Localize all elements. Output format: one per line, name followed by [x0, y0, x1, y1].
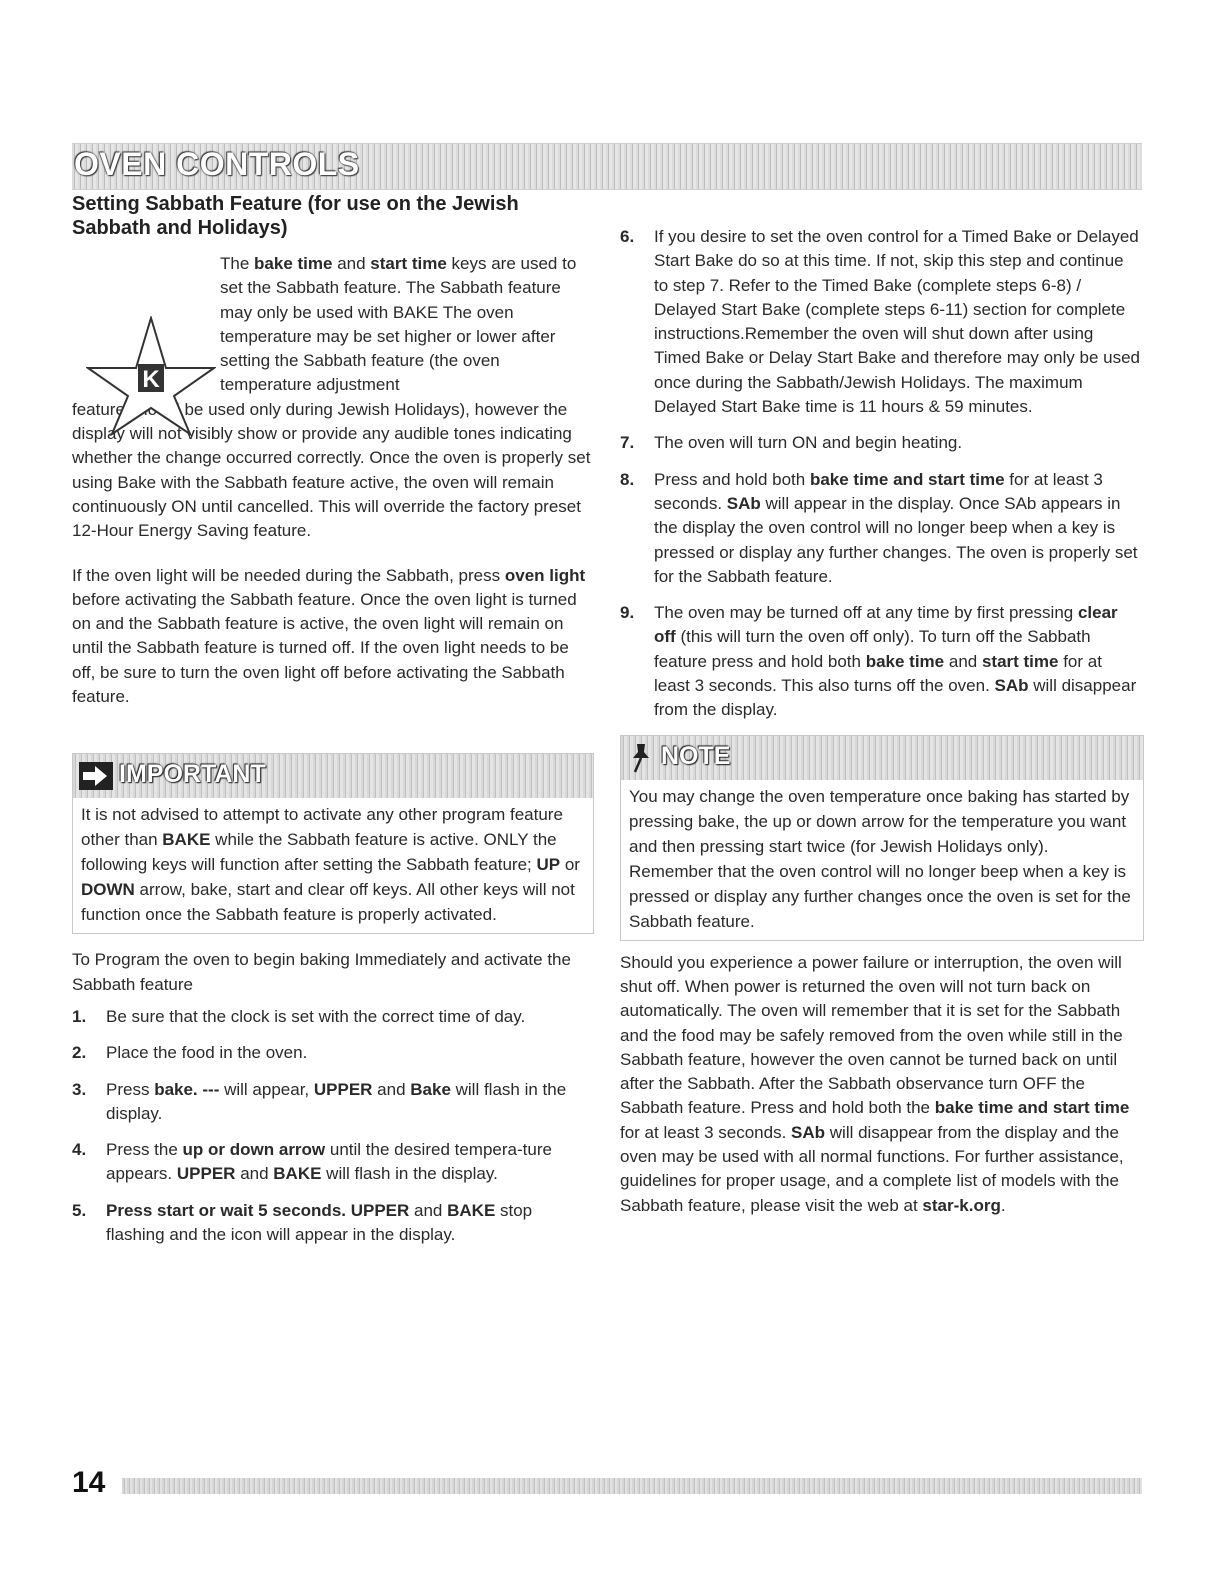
text: If the oven light will be needed during the Sabbath, press: [72, 565, 505, 585]
bold: BAKE: [447, 1200, 496, 1220]
important-callout: [72, 753, 594, 934]
step-item: [72, 1078, 592, 1127]
bold-up: UP: [536, 855, 561, 875]
text: Press: [106, 1079, 155, 1099]
text: and: [332, 254, 371, 273]
oven-light-paragraph: [72, 564, 592, 710]
step-item: [72, 1138, 592, 1187]
banner-title: OVEN CONTROLS: [74, 146, 360, 182]
text: while the Sabbath feature is active. ONLY the following keys will function after setting the Sabbath feature;: [81, 830, 557, 875]
step-number: 1.: [72, 1006, 87, 1026]
note-title: NOTE: [661, 741, 731, 770]
important-body: [73, 798, 593, 933]
step-item: [72, 1199, 592, 1248]
pushpin-icon: [627, 742, 655, 774]
step-number: 9.: [620, 603, 635, 623]
step-number: 4.: [72, 1140, 87, 1160]
bold: SAb: [994, 676, 1029, 696]
text: stop flashing and the icon will appear in the display.: [106, 1200, 533, 1245]
text: and: [944, 651, 982, 671]
program-intro: To Program the oven to begin baking Immediately and activate the Sabbath feature: [72, 950, 571, 994]
bold: bake. ---: [154, 1079, 220, 1099]
step-text: Be sure that the clock is set with the correct time of day.: [106, 1006, 526, 1026]
text: and: [409, 1200, 448, 1220]
bold: UPPER: [176, 1164, 236, 1184]
note-header: [621, 736, 1143, 780]
step-number: 2.: [72, 1043, 87, 1063]
text: will flash in the display.: [321, 1164, 498, 1184]
text: will disappear from the display and the oven may be used with all normal functions. For further assistance, guidelines for proper usage, and a complete list of models with the Sabbath feature, please visit the web at: [620, 1122, 1124, 1215]
text: The oven may be turned off at any time by first pressing: [654, 603, 1078, 623]
text: for at least 3 seconds. This also turns off the oven.: [654, 651, 1102, 696]
bold: SAb: [791, 1122, 826, 1142]
bold: SAb: [726, 493, 761, 513]
note-body: [621, 780, 1143, 940]
step-number: 5.: [72, 1200, 87, 1220]
step-item: [72, 1005, 592, 1029]
star-k-logo: [86, 316, 216, 436]
bold-bake-time: bake time: [254, 254, 333, 273]
text: keys are used to set the Sabbath feature. The Sabbath feature may only be used with BAKE The oven temperature may be set higher or lower after setting the Sabbath feature (the oven temperature adjustment: [220, 254, 577, 395]
step-number: 8.: [620, 469, 635, 489]
bold-oven-light: oven light: [504, 565, 586, 585]
bold-bake: BAKE: [162, 830, 211, 850]
step-number: 3.: [72, 1079, 87, 1099]
text: for at least 3 seconds.: [620, 1122, 792, 1142]
text: will disappear from the display.: [654, 676, 1137, 720]
bold: BAKE: [273, 1164, 322, 1184]
text: It is not advised to attempt to activate any other program feature other than: [81, 805, 563, 850]
bold: bake time and start time: [809, 469, 1005, 489]
text: and: [372, 1079, 411, 1099]
important-icon: [79, 762, 113, 790]
text: before activating the Sabbath feature. Once the oven light is turned on and the Sabbath feature is active, the oven light will remain on until the Sabbath feature is turned off. If the oven light needs to be off, be sure to turn the oven light off before activating the Sabbath feature.: [72, 589, 577, 707]
important-title: IMPORTANT: [119, 760, 266, 789]
text: until the desired tempera-ture appears.: [106, 1140, 552, 1184]
bold-down: DOWN: [81, 880, 135, 900]
bold: Press start or wait 5 seconds. UPPER: [106, 1200, 410, 1220]
step-number: 7.: [620, 433, 635, 453]
bold: bake time and start time: [934, 1098, 1130, 1118]
text: (this will turn the oven off only). To turn off the Sabbath feature press and hold both: [654, 627, 1091, 671]
bold: start time: [981, 651, 1059, 671]
steps-right-list: [620, 225, 1140, 723]
intro-block: [72, 246, 592, 709]
power-failure-paragraph: [620, 951, 1140, 1218]
important-header: [73, 754, 593, 798]
step-number: 6.: [620, 227, 635, 246]
text: or: [560, 855, 580, 875]
text: and: [235, 1164, 274, 1184]
section-banner: [72, 143, 1142, 190]
bold-start-time: start time: [370, 254, 447, 273]
text: will flash in the display.: [106, 1079, 567, 1123]
star-k-website: star-k.org: [922, 1195, 1001, 1215]
text: Press and hold both: [654, 469, 810, 489]
page-number: 14: [72, 1466, 106, 1499]
bold: UPPER: [313, 1079, 373, 1099]
right-column: [620, 225, 1140, 1218]
step-item: [620, 601, 1140, 722]
intro-paragraph-continued: feature should be used only during Jewish Holidays), however the display will not visibly show or provide any audible tones indicating whether the change occurred correctly. Once the oven is properly set using Bake with the Sabbath feature active, the oven will remain continuously ON until cancelled. This will override the factory preset 12-Hour Energy Saving feature.: [72, 399, 591, 541]
step-item: [620, 468, 1140, 589]
bold: Bake: [410, 1079, 451, 1099]
steps-left-list: [72, 1005, 592, 1247]
bold: bake time: [865, 651, 945, 671]
important-text: [81, 802, 583, 927]
step-item: [620, 431, 1140, 455]
step-text: The oven will turn ON and begin heating.: [654, 433, 963, 453]
text: will appear in the display. Once SAb appears in the display the oven control will no longer beep when a key is pressed or display any further changes. The oven is properly set for the Sabbath feature.: [654, 493, 1138, 586]
section-heading: Setting Sabbath Feature (for use on the Jewish Sabbath and Holidays): [72, 193, 519, 239]
text: The: [220, 254, 255, 273]
bold: clear off: [654, 603, 1118, 647]
text: arrow, bake, start and clear off keys. All other keys will not function once the Sabbath feature is properly activated.: [81, 880, 575, 925]
note-callout: [620, 735, 1144, 941]
k-letter: K: [142, 366, 160, 393]
footer-bar: [122, 1478, 1142, 1494]
text: Should you experience a power failure or interruption, the oven will shut off. When power is returned the oven will not turn back on automatically. The oven will remember that it is set for the Sabbath and the food may be safely removed from the oven while still in the Sabbath feature, however the oven cannot be turned back on until after the Sabbath. After the Sabbath observance turn OFF the Sabbath feature. Press and hold both the: [620, 952, 1123, 1118]
left-column: [72, 192, 592, 1259]
step-item: [72, 1041, 592, 1065]
text: for at least 3 seconds.: [654, 469, 1103, 513]
step-text: Place the food in the oven.: [106, 1043, 308, 1063]
text: .: [1000, 1195, 1006, 1215]
step-text: If you desire to set the oven control for a Timed Bake or Delayed Start Bake do so at this time. If not, skip this step and continue to step 7. Refer to the Timed Bake (complete steps 6-8) / Delayed Start Bake (complete steps 6-11) section for complete instructions.Remember the oven will shut down after using Timed Bake or Delay Start Bake and therefore may only be used once during the Sabbath/Jewish Holidays. The maximum Delayed Start Bake time is 11 hours & 59 minutes.: [654, 227, 1141, 417]
text: Press the: [106, 1140, 183, 1160]
note-text: You may change the oven temperature once baking has started by pressing bake, the up or down arrow for the temperature you want and then pressing start twice (for Jewish Holidays only). Remember that the oven control will no longer beep when a key is pressed or display any further changes once the oven is set for the Sabbath feature.: [629, 786, 1131, 931]
step-item: [620, 225, 1140, 419]
bold: up or down arrow: [182, 1140, 326, 1160]
text: will appear,: [219, 1079, 314, 1099]
